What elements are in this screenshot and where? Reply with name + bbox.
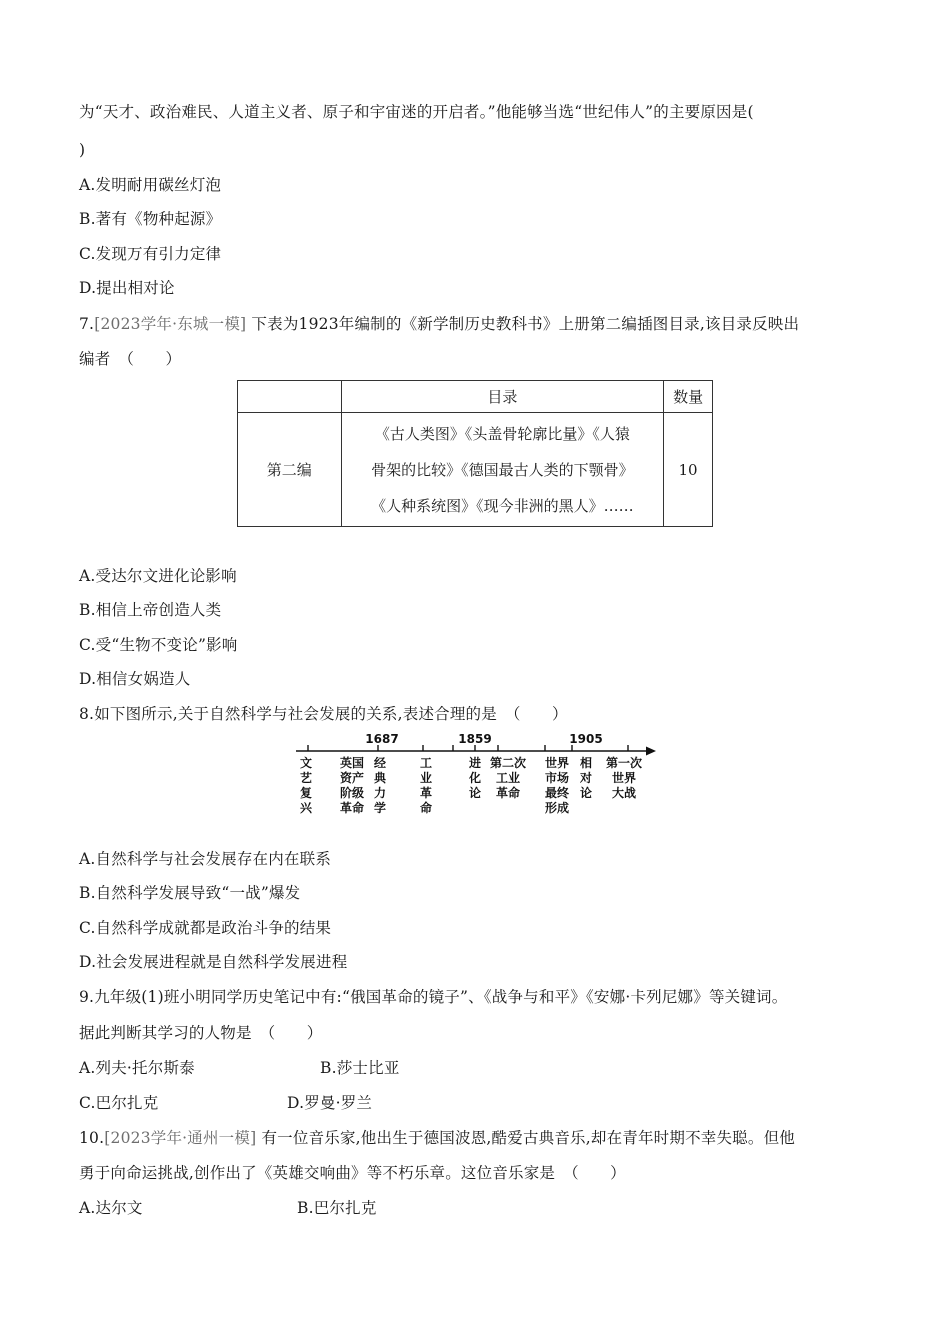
q7-catalog-table: [237, 380, 713, 527]
timeline-year-label: 1905: [569, 732, 603, 746]
q9-option-d: D.罗曼·罗兰: [287, 1094, 373, 1112]
table-header-count: 数量: [664, 381, 713, 413]
q9-option-c: C.巴尔扎克: [79, 1094, 159, 1112]
toc-line: 《人种系统图》《现今非洲的黑人》……: [371, 496, 634, 515]
q7-stem-text: 下表为1923年编制的《新学制历史教科书》上册第二编插图目录,该目录反映出: [251, 315, 800, 333]
q10-stem-line1: [79, 1127, 795, 1149]
table-row-label: 第二编: [238, 413, 342, 527]
timeline-event-label: 文艺复兴: [299, 756, 313, 815]
q8-stem: 8.如下图所示,关于自然科学与社会发展的关系,表述合理的是 （ ）: [79, 705, 568, 723]
q7-option-d: D.相信女娲造人: [79, 670, 191, 688]
q7-number: 7.: [79, 315, 95, 333]
timeline-event-label: 世界市场最终形成: [544, 756, 570, 815]
timeline-event-label: 进化论: [468, 756, 482, 800]
q6-option-c: C.发现万有引力定律: [79, 245, 222, 263]
q10-source-tag: [2023学年·通州一模]: [104, 1129, 257, 1147]
timeline-event-label: 第一次世界大战: [605, 756, 643, 800]
q7-source-tag: [2023学年·东城一模]: [94, 315, 247, 333]
q6-option-d: D.提出相对论: [79, 279, 175, 297]
q9-stem-line1: 9.九年级(1)班小明同学历史笔记中有:“俄国革命的镜子”、《战争与和平》《安娜·卡列尼娜》等关键词。: [79, 988, 788, 1006]
q10-number: 10.: [79, 1129, 105, 1147]
q7-option-a: A.受达尔文进化论影响: [79, 567, 237, 585]
q6-stem-line1: 为“天才、政治难民、人道主义者、原子和宇宙迷的开启者。”他能够当选“世纪伟人”的主要原因是(: [79, 103, 754, 121]
q7-stem-line1: [79, 313, 799, 335]
q8-option-b: B.自然科学发展导致“一战”爆发: [79, 884, 301, 902]
q8-option-a: A.自然科学与社会发展存在内在联系: [79, 850, 332, 868]
q10-option-a: A.达尔文: [79, 1199, 143, 1217]
q7-stem-line2: 编者 （ ）: [79, 350, 182, 368]
timeline-arrow-head: [646, 747, 656, 756]
toc-line: 《古人类图》《头盖骨轮廓比量》《人猿: [374, 424, 630, 443]
timeline-event-label: 相对论: [579, 756, 593, 800]
q9-option-a: A.列夫·托尔斯泰: [79, 1059, 195, 1077]
timeline-year-label: 1687: [365, 732, 399, 746]
q10-stem-line2: 勇于向命运挑战,创作出了《英雄交响曲》等不朽乐章。这位音乐家是 （ ）: [79, 1164, 626, 1182]
q6-option-a: A.发明耐用碳丝灯泡: [79, 176, 222, 194]
q7-option-b: B.相信上帝创造人类: [79, 601, 222, 619]
q6-option-b: B.著有《物种起源》: [79, 210, 222, 228]
q9-option-b: B.莎士比亚: [320, 1059, 400, 1077]
timeline-year-label: 1859: [458, 732, 492, 746]
q8-option-c: C.自然科学成就都是政治斗争的结果: [79, 919, 332, 937]
table-toc-cell: [341, 413, 664, 527]
table-count-cell: 10: [664, 413, 713, 527]
timeline-event-label: 经典力学: [373, 756, 387, 815]
q8-option-d: D.社会发展进程就是自然科学发展进程: [79, 953, 348, 971]
q7-option-c: C.受“生物不变论”影响: [79, 636, 238, 654]
table-header-toc: 目录: [341, 381, 664, 413]
timeline-event-label: 工业革命: [419, 756, 433, 815]
q8-timeline-diagram: [290, 728, 660, 824]
timeline-event-label: 英国资产阶级革命: [339, 756, 365, 815]
q9-stem-line2: 据此判断其学习的人物是 （ ）: [79, 1024, 323, 1042]
q6-stem-line2: ): [79, 141, 86, 159]
q10-option-b: B.巴尔扎克: [297, 1199, 377, 1217]
toc-line: 骨架的比较》《德国最古人类的下颚骨》: [371, 460, 634, 479]
q10-stem-text: 有一位音乐家,他出生于德国波恩,酷爱古典音乐,却在青年时期不幸失聪。但他: [261, 1129, 795, 1147]
table-header-blank: [238, 381, 342, 413]
timeline-event-label: 第二次工业革命: [489, 756, 527, 800]
